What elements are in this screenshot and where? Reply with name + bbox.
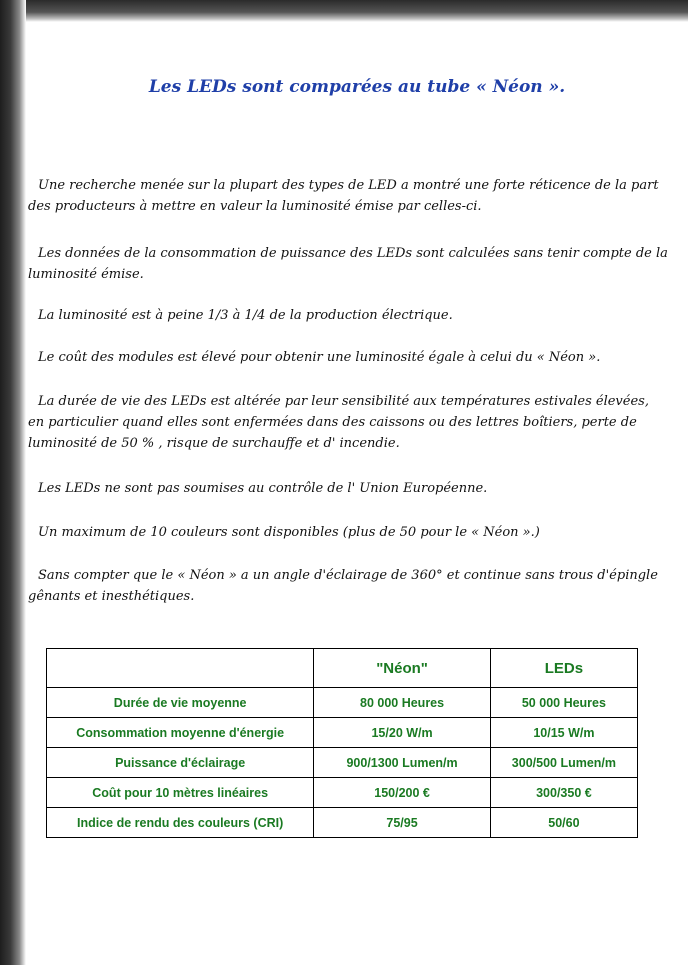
paragraph-luminosity: La luminosité est à peine 1/3 à 1/4 de la production électrique.	[38, 308, 453, 323]
table-cell: 10/15 W/m	[490, 718, 637, 748]
paragraph-angle: Sans compter que le « Néon » a un angle d'éclairage de 360° et continue sans trous d'épingle gênants et inesthétiques.	[28, 568, 658, 604]
table-row	[47, 778, 638, 808]
table-row	[47, 808, 638, 838]
paragraph-colors: Un maximum de 10 couleurs sont disponibles (plus de 50 pour le « Néon ».)	[38, 525, 540, 540]
table-header-row	[47, 649, 638, 688]
table-header-cell: LEDs	[490, 649, 637, 688]
paragraph-lifespan: La durée de vie des LEDs est altérée par leur sensibilité aux températures estivales élevées, en particulier quand elles sont enfermées dans des caissons ou des lettres boîtiers, perte de luminosité de 50 % , risque de surchauffe et d' incendie.	[28, 394, 649, 451]
page-shadow-top	[0, 0, 688, 22]
table-cell: 50/60	[490, 808, 637, 838]
table-cell: 300/350 €	[490, 778, 637, 808]
table-header-cell	[47, 649, 314, 688]
table-row	[47, 688, 638, 718]
table-cell: Consommation moyenne d'énergie	[47, 718, 314, 748]
table-header-cell: "Néon"	[314, 649, 491, 688]
table-cell: 150/200 €	[314, 778, 491, 808]
document-page	[26, 22, 688, 965]
paragraph-consumption: Les données de la consommation de puissance des LEDs sont calculées sans tenir compte de la luminosité émise.	[28, 246, 668, 282]
paragraph-cost: Le coût des modules est élevé pour obtenir une luminosité égale à celui du « Néon ».	[38, 350, 601, 365]
table-cell: 75/95	[314, 808, 491, 838]
document-title: Les LEDs sont comparées au tube « Néon ».	[148, 77, 566, 97]
table-cell: Indice de rendu des couleurs (CRI)	[47, 808, 314, 838]
table-cell: Coût pour 10 mètres linéaires	[47, 778, 314, 808]
table-row	[47, 718, 638, 748]
table-cell: 15/20 W/m	[314, 718, 491, 748]
paragraph-eu-control: Les LEDs ne sont pas soumises au contrôle de l' Union Européenne.	[38, 481, 488, 496]
table-cell: Durée de vie moyenne	[47, 688, 314, 718]
table-row	[47, 748, 638, 778]
table-cell: 300/500 Lumen/m	[490, 748, 637, 778]
table-cell: 80 000 Heures	[314, 688, 491, 718]
page-shadow-left	[0, 0, 26, 965]
table-cell: 50 000 Heures	[490, 688, 637, 718]
paragraph-research: Une recherche menée sur la plupart des types de LED a montré une forte réticence de la part des producteurs à mettre en valeur la luminosité émise par celles-ci.	[28, 178, 659, 214]
table-cell: Puissance d'éclairage	[47, 748, 314, 778]
comparison-table	[46, 648, 638, 838]
table-cell: 900/1300 Lumen/m	[314, 748, 491, 778]
